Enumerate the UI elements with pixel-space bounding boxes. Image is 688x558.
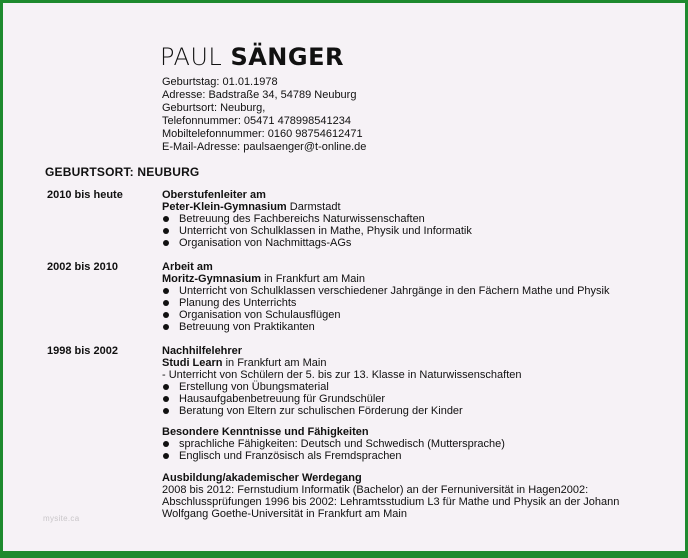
entry-date: 2010 bis heute	[47, 189, 123, 201]
entry-organization	[162, 357, 682, 369]
entry-date: 2002 bis 2010	[47, 261, 118, 273]
entry-title: Oberstufenleiter am	[162, 189, 266, 201]
entry-organization	[162, 273, 682, 285]
bullet-icon	[163, 240, 169, 246]
list-item: sprachliche Fähigkeiten: Deutsch und Schwedisch (Muttersprache)	[162, 438, 682, 450]
list-item: Erstellung von Übungsmaterial	[162, 381, 682, 393]
contact-address: Adresse: Badstraße 34, 54789 Neuburg	[162, 89, 357, 101]
list-item: Organisation von Schulausflügen	[162, 309, 682, 321]
bullet-icon	[163, 453, 169, 459]
bullet-icon	[163, 312, 169, 318]
entry-body	[162, 261, 682, 333]
entry-note: - Unterricht von Schülern der 5. bis zur 13. Klasse in Naturwissenschaften	[162, 369, 522, 381]
entry-bullets	[162, 381, 682, 417]
contact-birthday: Geburtstag: 01.01.1978	[162, 76, 278, 88]
entry-bullets	[162, 213, 682, 249]
skills-title: Besondere Kenntnisse und Fähigkeiten	[162, 426, 369, 438]
org-location: in Frankfurt am Main	[261, 273, 365, 285]
list-item: Organisation von Nachmittags-AGs	[162, 237, 682, 249]
bullet-icon	[163, 441, 169, 447]
bullet-icon	[163, 288, 169, 294]
contact-mobile: Mobiltelefonnummer: 0160 98754612471	[162, 128, 363, 140]
last-name: SÄNGER	[230, 43, 344, 71]
entry-body	[162, 189, 682, 249]
watermark: mysite.ca	[43, 514, 80, 523]
bullet-icon	[163, 384, 169, 390]
org-location: Darmstadt	[286, 201, 341, 213]
list-item: Unterricht von Schulklassen verschiedener Jahrgänge in den Fächern Mathe und Physik	[162, 285, 682, 297]
list-item: Hausaufgabenbetreuung für Grundschüler	[162, 393, 682, 405]
education-line: Abschlussprüfungen 1996 bis 2002: Lehramtsstudium L3 für Mathe und Physik an der Johann	[162, 496, 620, 508]
bullet-icon	[163, 408, 169, 414]
org-name: Moritz-Gymnasium	[162, 273, 262, 285]
skills-bullets	[162, 438, 682, 462]
list-item: Betreuung von Praktikanten	[162, 321, 682, 333]
org-name: Peter-Klein-Gymnasium	[162, 201, 287, 213]
skills-section	[162, 426, 682, 462]
contact-phone: Telefonnummer: 05471 478998541234	[162, 115, 351, 127]
entry-title: Nachhilfelehrer	[162, 345, 243, 357]
bullet-icon	[163, 228, 169, 234]
list-item: Englisch und Französisch als Fremdsprachen	[162, 450, 682, 462]
section-heading: GEBURTSORT: NEUBURG	[45, 165, 200, 179]
entry-title: Arbeit am	[162, 261, 213, 273]
bullet-icon	[163, 300, 169, 306]
entry-date: 1998 bis 2002	[47, 345, 118, 357]
contact-email: E-Mail-Adresse: paulsaenger@t-online.de	[162, 141, 367, 153]
list-item: Betreuung des Fachbereichs Naturwissenschaften	[162, 213, 682, 225]
list-item: Planung des Unterrichts	[162, 297, 682, 309]
entry-bullets	[162, 285, 682, 333]
bullet-icon	[163, 324, 169, 330]
org-location: in Frankfurt am Main	[222, 357, 327, 369]
list-item: Beratung von Eltern zur schulischen Förderung der Kinder	[162, 405, 682, 417]
org-name: Studi Learn	[162, 357, 223, 369]
list-item: Unterricht von Schulklassen in Mathe, Physik und Informatik	[162, 225, 682, 237]
education-line: Wolfgang Goethe-Universität in Frankfurt am Main	[162, 508, 407, 520]
bullet-icon	[163, 216, 169, 222]
bullet-icon	[163, 396, 169, 402]
entry-body	[162, 345, 682, 417]
resume-name	[160, 43, 344, 71]
contact-block	[162, 76, 366, 154]
contact-birthplace: Geburtsort: Neuburg,	[162, 102, 266, 114]
education-title: Ausbildung/akademischer Werdegang	[162, 472, 362, 484]
first-name: PAUL	[160, 43, 223, 71]
education-section	[162, 472, 682, 520]
education-line: 2008 bis 2012: Fernstudium Informatik (Bachelor) an der Fernuniversität in Hagen2002:	[162, 484, 589, 496]
entry-organization	[162, 201, 682, 213]
